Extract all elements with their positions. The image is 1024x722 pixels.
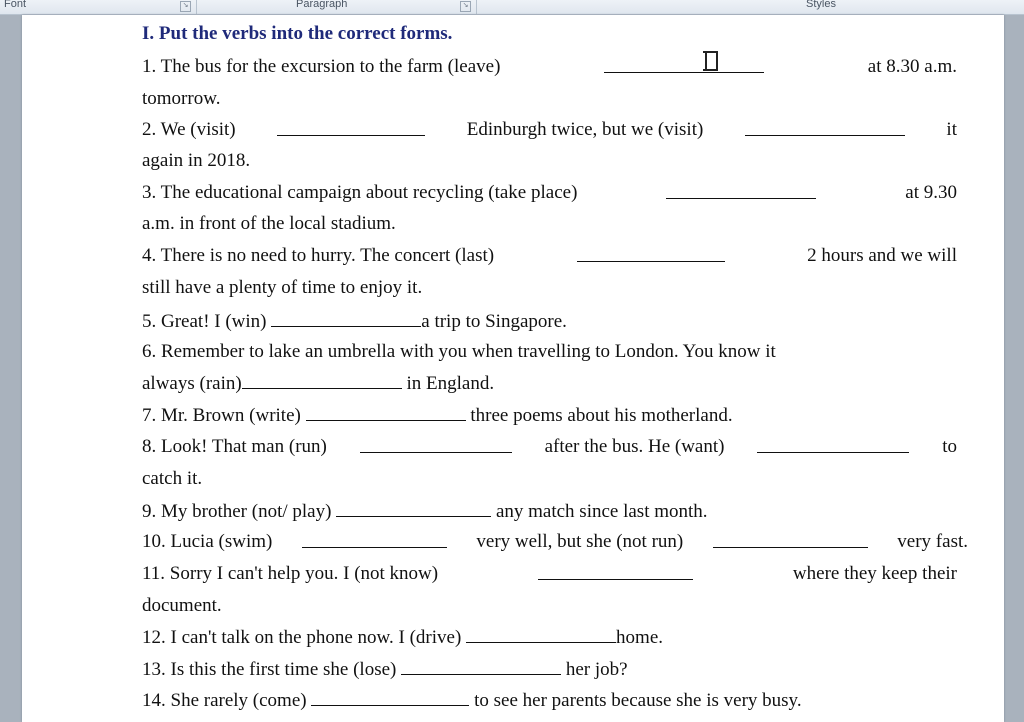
left-gutter	[0, 15, 22, 722]
question-1-line-1: 1. The bus for the excursion to the farm (leave) at 8.30 a.m.	[142, 56, 957, 77]
question-11-line-1: 11. Sorry I can't help you. I (not know) where they keep their	[142, 563, 957, 584]
font-dialog-launcher-icon[interactable]: ↘	[180, 1, 191, 12]
answer-blank-1[interactable]	[604, 55, 764, 73]
question-6-line-2: always (rain) in England.	[142, 373, 495, 394]
question-9-line: 9. My brother (not/ play) any match since last month.	[142, 501, 708, 522]
question-11-line-2: document.	[142, 595, 222, 616]
answer-blank-8b[interactable]	[757, 435, 909, 453]
answer-blank-11[interactable]	[538, 562, 693, 580]
question-3-line-2: a.m. in front of the local stadium.	[142, 213, 396, 234]
question-13-line: 13. Is this the first time she (lose) her job?	[142, 659, 628, 680]
answer-blank-7[interactable]	[306, 403, 466, 421]
question-7-line: 7. Mr. Brown (write) three poems about his motherland.	[142, 405, 733, 426]
right-scroll-area[interactable]	[1004, 15, 1024, 722]
answer-blank-5[interactable]	[271, 309, 421, 327]
answer-blank-13[interactable]	[401, 657, 561, 675]
question-4-line-2: still have a plenty of time to enjoy it.	[142, 277, 423, 298]
answer-blank-12[interactable]	[466, 625, 616, 643]
question-8-line-2: catch it.	[142, 468, 203, 489]
question-2-line-1: 2. We (visit) Edinburgh twice, but we (visit) it	[142, 119, 957, 140]
paragraph-group-label: Paragraph	[296, 0, 348, 10]
answer-blank-2b[interactable]	[745, 118, 905, 136]
styles-group-label: Styles	[806, 0, 836, 10]
answer-blank-10a[interactable]	[302, 530, 447, 548]
ribbon-separator	[196, 0, 197, 14]
question-4-line-1: 4. There is no need to hurry. The concert (last) 2 hours and we will	[142, 245, 957, 266]
answer-blank-2a[interactable]	[277, 118, 425, 136]
question-2-line-2: again in 2018.	[142, 150, 251, 171]
question-6-line-1: 6. Remember to lake an umbrella with you when travelling to London. You know it	[142, 341, 776, 362]
document-page[interactable]	[22, 15, 1004, 722]
answer-blank-4[interactable]	[577, 244, 725, 262]
answer-blank-6[interactable]	[242, 371, 402, 389]
ribbon-bar	[0, 0, 1024, 15]
question-1-line-2: tomorrow.	[142, 88, 221, 109]
question-10-line: 10. Lucia (swim) very well, but she (not run) very fast.	[142, 531, 968, 552]
question-12-line: 12. I can't talk on the phone now. I (drive) home.	[142, 627, 664, 648]
question-14-line: 14. She rarely (come) to see her parents because she is very busy.	[142, 690, 802, 711]
answer-blank-10b[interactable]	[713, 530, 868, 548]
question-8-line-1: 8. Look! That man (run) after the bus. He (want) to	[142, 436, 957, 457]
question-5-line: 5. Great! I (win) a trip to Singapore.	[142, 311, 567, 332]
answer-blank-9[interactable]	[336, 499, 491, 517]
ribbon-separator	[476, 0, 477, 14]
answer-blank-3[interactable]	[666, 181, 816, 199]
exercise-heading: I. Put the verbs into the correct forms.	[142, 23, 453, 44]
paragraph-dialog-launcher-icon[interactable]: ↘	[460, 1, 471, 12]
question-3-line-1: 3. The educational campaign about recycling (take place) at 9.30	[142, 182, 957, 203]
answer-blank-14[interactable]	[311, 688, 469, 706]
font-group-label: Font	[4, 0, 27, 10]
answer-blank-8a[interactable]	[360, 435, 512, 453]
